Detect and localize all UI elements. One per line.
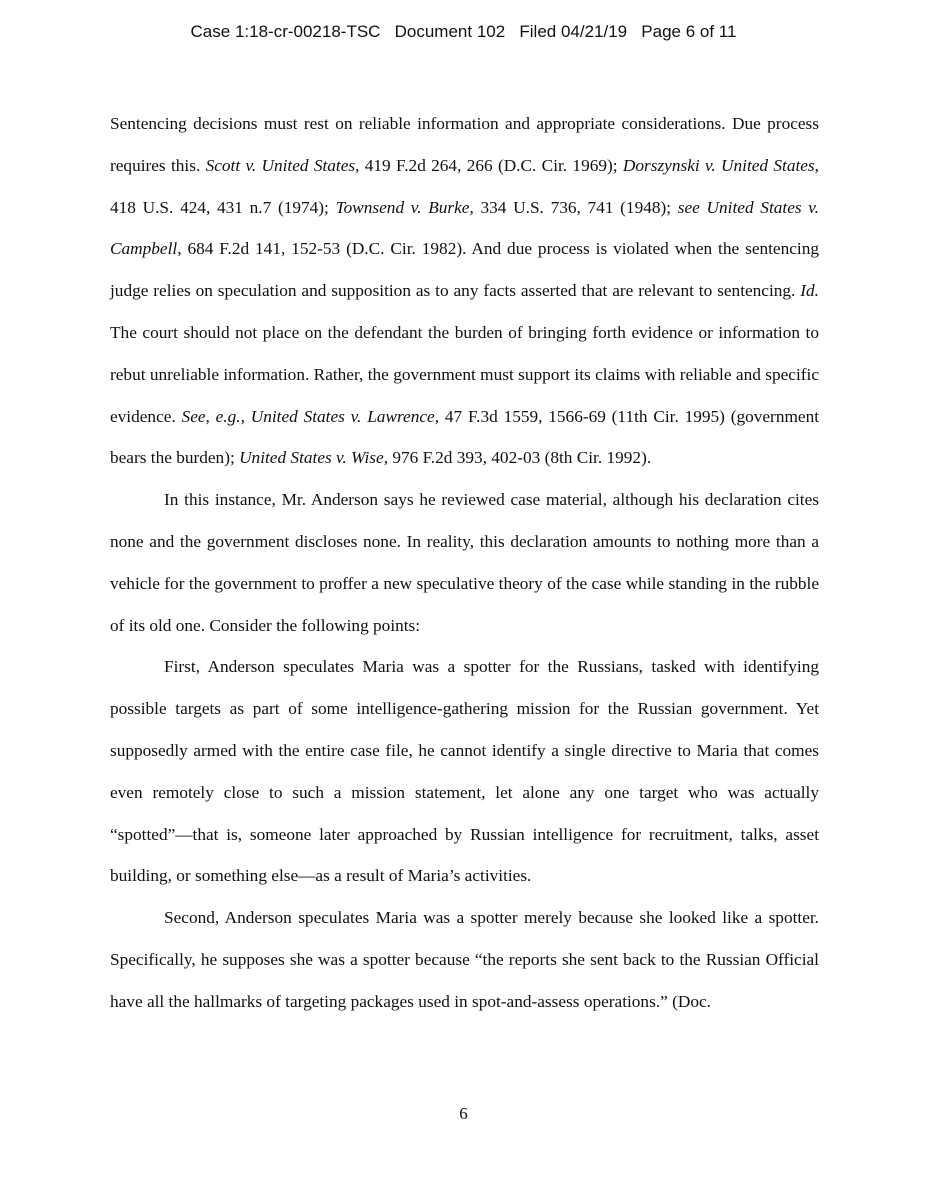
citation-italic: Id. [800,281,819,301]
paragraph [110,897,819,1022]
filed-date: Filed 04/21/19 [519,22,628,41]
case-header [0,22,927,42]
text-run: , 976 F.2d 393, 402-03 (8th Cir. 1992). [383,448,652,468]
case-number: Case 1:18-cr-00218-TSC [190,22,381,41]
citation-italic: See, e.g., United States v. Lawrence [181,406,435,426]
text-run: Sentencing decisions must rest on reliable information and appropriate considerations. Due process requires this. [110,114,819,175]
paragraph [110,103,819,479]
citation-italic: United States v. Wise [239,448,384,468]
citation-italic: Scott v. United States [205,155,356,175]
citation-italic: Dorszynski v. United States [622,155,815,175]
document-number: Document 102 [394,22,506,41]
paragraph [110,479,819,646]
text-run: , 418 U.S. 424, 431 n.7 (1974); [110,155,819,217]
page-number: 6 [459,1104,468,1123]
page-indicator: Page 6 of 11 [641,22,737,41]
text-run: , 419 F.2d 264, 266 (D.C. Cir. 1969); [355,155,623,175]
text-run: First, Anderson speculates Maria was a spotter for the Russians, tasked with identifying possible targets as part of some intelligence-gathering mission for the Russian government. Yet supposedly armed with the entire case file, he cannot identify a single directive to Maria that comes even remotely close to such a mission statement, let alone any one target who was actually “spotted”—that is, someone later approached by Russian intelligence for recruitment, talks, asset building, or something else—as a result of Maria’s activities. [110,657,819,886]
citation-italic: see United States v. Campbell [110,197,820,259]
paragraph [110,646,819,897]
text-run: Second, Anderson speculates Maria was a spotter merely because she looked like a spotter. Specifically, he supposes she was a spotter because “the reports she sent back to the Russian Official have all the hallmarks of targeting packages used in spot-and-assess operations.” (Doc. [110,908,819,1011]
citation-italic: Townsend v. Burke [335,197,470,217]
text-run: , 334 U.S. 736, 741 (1948); [469,197,678,217]
text-run: The court should not place on the defendant the burden of bringing forth evidence or information to rebut unreliable information. Rather, the government must support its claims with reliable and specific evidence. [110,322,819,426]
text-run: , 47 F.3d 1559, 1566-69 (11th Cir. 1995) (government bears the burden); [110,406,820,468]
text-run: In this instance, Mr. Anderson says he reviewed case material, although his declaration cites none and the government discloses none. In reality, this declaration amounts to nothing more than a vehicle for the government to proffer a new speculative theory of the case while standing in the rubble of its old one. Consider the following points: [110,490,819,635]
text-run: , 684 F.2d 141, 152-53 (D.C. Cir. 1982). And due process is violated when the sentencing judge relies on speculation and supposition as to any facts asserted that are relevant to sentencing. [110,239,819,301]
body-text [110,103,819,1023]
